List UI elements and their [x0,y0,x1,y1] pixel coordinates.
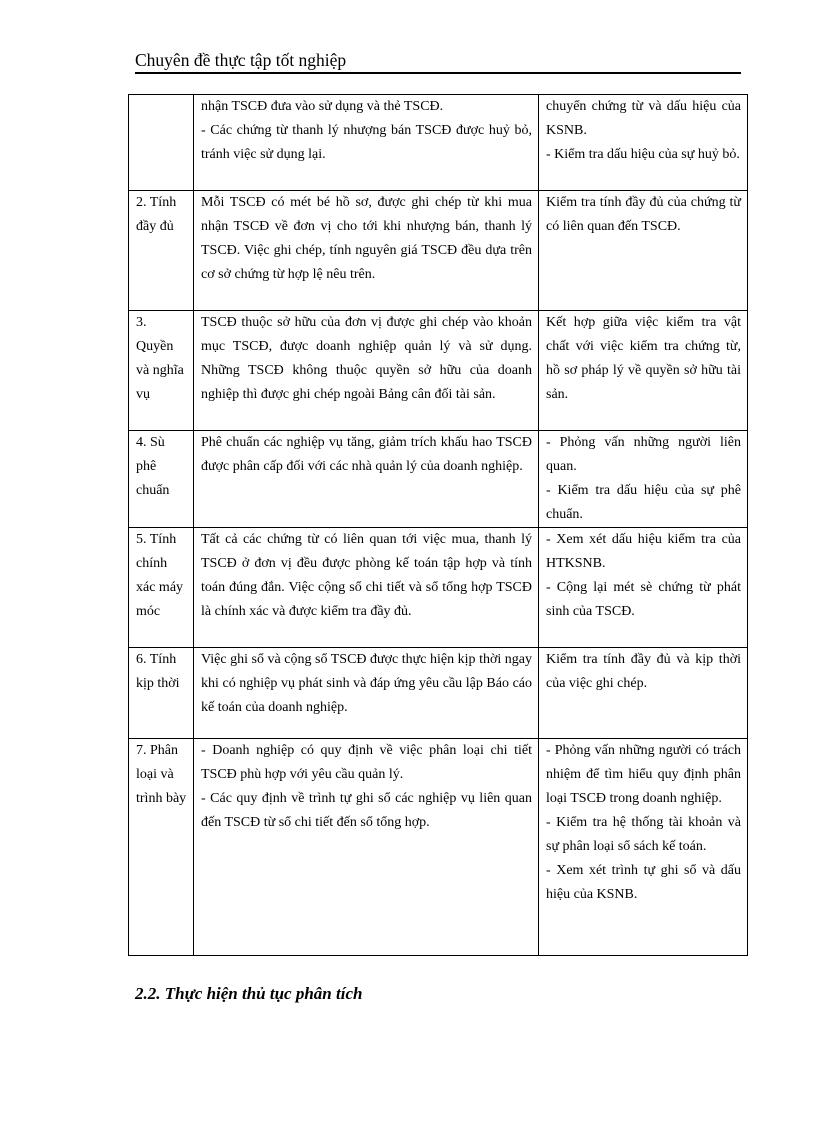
procedure-cell: Tất cả các chứng từ có liên quan tới việc mua, thanh lý TSCĐ ở đơn vị đều được phòng kế toán tập hợp và tính toán đúng đắn. Việc cộng sổ chi tiết và sổ tổng hợp TSCĐ là chính xác và được kiểm tra đầy đủ. [194,528,539,648]
procedure-cell: Việc ghi sổ và cộng sổ TSCĐ được thực hiện kịp thời ngay khi có nghiệp vụ phát sinh và đáp ứng yêu cầu lập Báo cáo kế toán của doanh nghiệp. [194,648,539,739]
table-row [129,528,748,648]
table-row [129,431,748,528]
criterion-cell: 3. Quyền và nghĩa vụ [129,311,194,431]
criterion-cell: 5. Tính chính xác máy móc [129,528,194,648]
test-cell: - Xem xét dấu hiệu kiểm tra của HTKSNB. - Cộng lại mét sè chứng từ phát sinh của TSCĐ. [539,528,748,648]
table-row [129,648,748,739]
procedure-cell: nhận TSCĐ đưa vào sử dụng và thẻ TSCĐ. - Các chứng từ thanh lý nhượng bán TSCĐ được huỷ bỏ, tránh việc sử dụng lại. [194,95,539,191]
table-row [129,739,748,956]
table-row [129,191,748,311]
procedure-cell: Mỗi TSCĐ có mét bé hồ sơ, được ghi chép từ khi mua nhận TSCĐ về đơn vị cho tới khi nhượng bán, thanh lý TSCĐ. Việc ghi chép, tính nguyên giá TSCĐ đều dựa trên cơ sở chứng từ hợp lệ nêu trên. [194,191,539,311]
procedure-cell: Phê chuẩn các nghiệp vụ tăng, giảm trích khấu hao TSCĐ được phân cấp đối với các nhà quản lý của doanh nghiệp. [194,431,539,528]
section-heading: 2.2. Thực hiện thủ tục phân tích [135,984,363,1003]
test-cell: - Phỏng vấn những người liên quan. - Kiểm tra dấu hiệu của sự phê chuẩn. [539,431,748,528]
criterion-cell: 6. Tính kịp thời [129,648,194,739]
page-header-title: Chuyên đề thực tập tốt nghiệp [135,50,347,70]
table-row [129,95,748,191]
criterion-cell: 4. Sù phê chuẩn [129,431,194,528]
criterion-cell [129,95,194,191]
test-cell: Kiểm tra tính đầy đủ và kịp thời của việc ghi chép. [539,648,748,739]
table-row [129,311,748,431]
test-cell: chuyển chứng từ và dấu hiệu của KSNB. - Kiểm tra dấu hiệu của sự huỷ bỏ. [539,95,748,191]
procedure-cell: - Doanh nghiệp có quy định về việc phân loại chi tiết TSCĐ phù hợp với yêu cầu quản lý. - Các quy định về trình tự ghi sổ các nghiệp vụ liên quan đến TSCĐ từ sổ chi tiết đến sổ tổng hợp. [194,739,539,956]
audit-table [128,94,748,956]
procedure-cell: TSCĐ thuộc sở hữu của đơn vị được ghi chép vào khoản mục TSCĐ, được doanh nghiệp quản lý và sử dụng. Những TSCĐ không thuộc quyền sở hữu của doanh nghiệp thì được ghi chép ngoài Bảng cân đối tài sản. [194,311,539,431]
criterion-cell: 7. Phân loại và trình bày [129,739,194,956]
page-header [135,48,741,74]
test-cell: Kiểm tra tính đầy đủ của chứng từ có liên quan đến TSCĐ. [539,191,748,311]
criterion-cell: 2. Tính đầy đủ [129,191,194,311]
test-cell: Kết hợp giữa việc kiểm tra vật chất với việc kiểm tra chứng từ, hồ sơ pháp lý về quyền sở hữu tài sản. [539,311,748,431]
test-cell: - Phỏng vấn những người có trách nhiệm để tìm hiểu quy định phân loại TSCĐ trong doanh nghiệp. - Kiểm tra hệ thống tài khoản và sự phân loại sổ sách kế toán. - Xem xét trình tự ghi sổ và dấu hiệu của KSNB. [539,739,748,956]
